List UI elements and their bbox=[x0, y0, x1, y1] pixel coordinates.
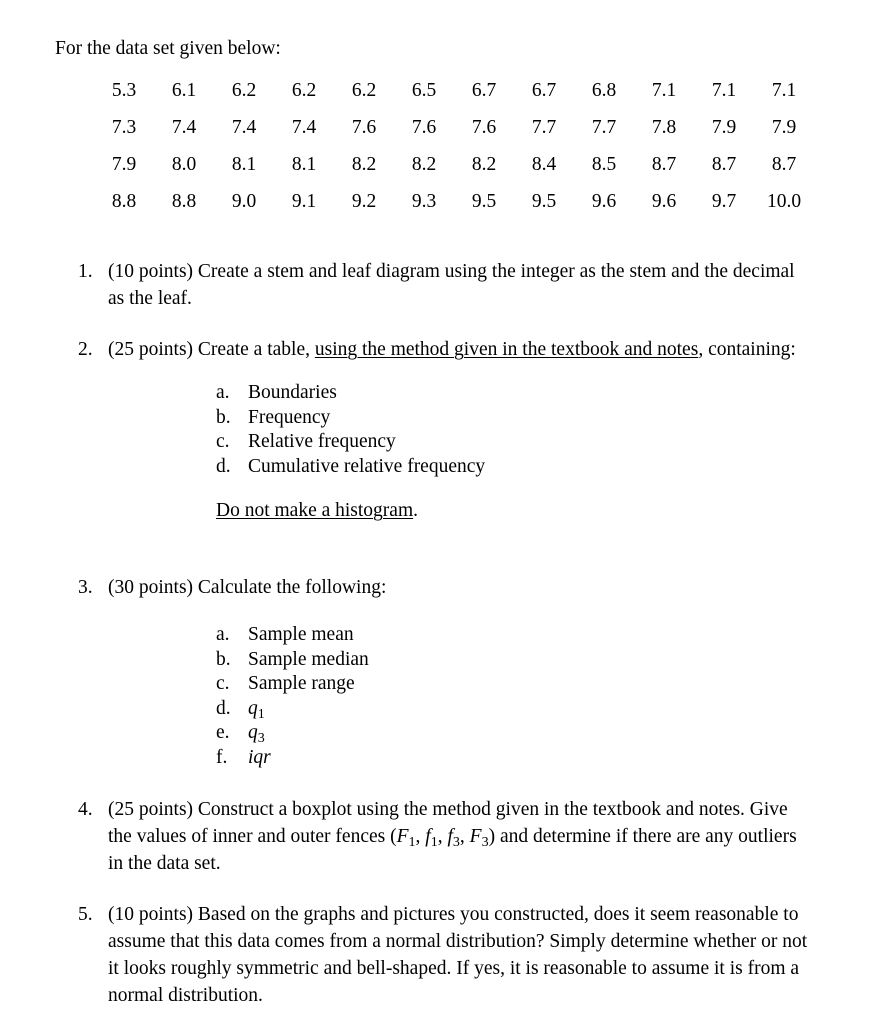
sub-item bbox=[108, 648, 810, 673]
question-item-1 bbox=[0, 258, 896, 312]
sub-item-label: Sample median bbox=[248, 648, 369, 670]
sub-item-label: Sample range bbox=[248, 673, 355, 694]
sub-item-letter: f. bbox=[216, 746, 228, 768]
data-cell: 8.7 bbox=[651, 153, 677, 175]
data-cell: 8.2 bbox=[351, 153, 377, 175]
question-text-before: (25 points) Create a table, bbox=[108, 339, 315, 360]
fence-separator: , bbox=[459, 826, 470, 847]
math-symbol-q1: q bbox=[248, 697, 258, 719]
question-text: (10 points) Based on the graphs and pictures you constructed, does it seem reasonable to assume that this data comes from a normal distribution? Simply determine whether or not it looks roughly symmetric and bell-shaped. If yes, it is reasonable to assume it is from a normal distribution. bbox=[108, 904, 808, 1006]
sub-item bbox=[108, 455, 810, 480]
no-histogram-note-period: . bbox=[413, 500, 418, 521]
question-text bbox=[108, 336, 810, 363]
math-symbol-F3: F bbox=[469, 826, 482, 847]
math-symbol-f3: f bbox=[447, 826, 453, 847]
question-number: 3. bbox=[78, 577, 93, 598]
question-number: 2. bbox=[78, 339, 93, 360]
data-set-table bbox=[94, 72, 814, 220]
question-text-part2: ) and determine if there are any outliers in the data set. bbox=[108, 826, 797, 874]
sub-list-2 bbox=[108, 381, 810, 479]
math-symbol-q3: q bbox=[248, 722, 258, 743]
sub-item-label-math bbox=[248, 747, 271, 768]
fence-separator: , bbox=[415, 826, 426, 847]
sub-item-letter: d. bbox=[216, 697, 231, 719]
table-row bbox=[94, 183, 814, 220]
question-text-underlined: using the method given in the textbook and notes bbox=[314, 339, 699, 360]
sub-item bbox=[108, 721, 810, 746]
sub-item-label: Frequency bbox=[248, 406, 331, 428]
data-cell: 8.7 bbox=[711, 153, 737, 175]
math-subscript: 1 bbox=[430, 833, 438, 850]
question-item-2 bbox=[0, 336, 896, 524]
data-cell: 7.6 bbox=[411, 116, 437, 138]
math-symbol-iqr: iqr bbox=[248, 746, 271, 768]
data-cell: 6.7 bbox=[471, 79, 497, 101]
data-cell: 7.4 bbox=[291, 116, 317, 138]
data-cell: 7.4 bbox=[231, 116, 257, 138]
intro-line: For the data set given below: bbox=[55, 38, 281, 59]
sub-item bbox=[108, 746, 810, 771]
math-symbol-F1: F bbox=[396, 826, 409, 847]
sub-item bbox=[108, 697, 810, 722]
data-cell: 6.7 bbox=[531, 79, 557, 101]
data-cell: 8.7 bbox=[771, 153, 797, 175]
math-symbol-f1: f bbox=[425, 826, 431, 847]
sub-item-label: Cumulative relative frequency bbox=[248, 455, 486, 477]
sub-item-letter: c. bbox=[216, 431, 230, 452]
data-cell: 9.5 bbox=[471, 190, 497, 212]
sub-item-label: Relative frequency bbox=[248, 431, 396, 452]
question-text-part1: (25 points) Construct a boxplot using the method given in the textbook and notes. Give the values of inner and outer fences ( bbox=[108, 799, 788, 847]
data-cell: 6.8 bbox=[591, 79, 617, 101]
data-cell: 9.5 bbox=[531, 190, 557, 212]
data-cell: 9.0 bbox=[231, 190, 257, 212]
sub-item-label: Sample mean bbox=[248, 624, 354, 645]
sub-item bbox=[108, 672, 810, 697]
data-cell: 10.0 bbox=[766, 190, 802, 212]
data-cell: 7.1 bbox=[711, 79, 737, 101]
question-text: (30 points) Calculate the following: bbox=[108, 577, 387, 598]
data-cell: 8.1 bbox=[291, 153, 317, 175]
data-cell: 6.2 bbox=[351, 79, 377, 101]
data-cell: 9.3 bbox=[411, 190, 437, 212]
data-cell: 8.5 bbox=[591, 153, 617, 175]
question-text: (10 points) Create a stem and leaf diagram using the integer as the stem and the decimal as the leaf. bbox=[108, 261, 795, 309]
question-item-4 bbox=[0, 796, 896, 877]
data-set-body bbox=[94, 72, 814, 220]
data-cell: 8.8 bbox=[111, 190, 137, 212]
data-cell: 7.8 bbox=[651, 116, 677, 138]
sub-item-label-math bbox=[248, 722, 265, 746]
section-spacer bbox=[0, 548, 896, 574]
sub-item-label-math bbox=[248, 697, 265, 722]
data-cell: 7.6 bbox=[351, 116, 377, 138]
data-cell: 7.1 bbox=[771, 79, 797, 101]
sub-item-letter: e. bbox=[216, 722, 230, 743]
sub-item-letter: b. bbox=[216, 648, 231, 670]
data-cell: 9.6 bbox=[591, 190, 617, 212]
sub-item bbox=[108, 381, 810, 406]
data-cell: 7.1 bbox=[651, 79, 677, 101]
sub-item-letter: a. bbox=[216, 382, 230, 403]
data-cell: 7.7 bbox=[531, 116, 557, 138]
data-cell: 9.1 bbox=[291, 190, 317, 212]
data-cell: 6.1 bbox=[171, 79, 197, 101]
data-cell: 8.0 bbox=[171, 153, 197, 175]
question-number: 5. bbox=[78, 904, 93, 925]
data-cell: 7.9 bbox=[711, 116, 737, 138]
question-item-3 bbox=[0, 574, 896, 770]
question-list bbox=[0, 258, 896, 1009]
math-subscript: 1 bbox=[408, 833, 416, 850]
sub-item-letter: a. bbox=[216, 624, 230, 645]
question-number: 1. bbox=[78, 261, 93, 282]
data-cell: 8.2 bbox=[411, 153, 437, 175]
sub-item-label: Boundaries bbox=[248, 382, 337, 403]
data-cell: 7.9 bbox=[111, 153, 137, 175]
question-text-after: , containing: bbox=[698, 339, 796, 360]
fence-symbols bbox=[396, 826, 489, 850]
data-cell: 6.2 bbox=[231, 79, 257, 101]
data-cell: 8.1 bbox=[231, 153, 257, 175]
sub-item bbox=[108, 623, 810, 648]
data-cell: 8.4 bbox=[531, 153, 557, 175]
no-histogram-note bbox=[108, 498, 810, 524]
data-cell: 7.3 bbox=[111, 116, 137, 138]
fence-separator: , bbox=[437, 826, 448, 847]
data-cell: 7.9 bbox=[771, 116, 797, 138]
data-cell: 9.7 bbox=[711, 190, 737, 212]
math-subscript: 1 bbox=[257, 705, 265, 722]
sub-item-letter: d. bbox=[216, 455, 231, 477]
math-subscript: 3 bbox=[452, 833, 460, 850]
math-subscript: 3 bbox=[481, 833, 489, 850]
question-item-5 bbox=[0, 901, 896, 1009]
data-cell: 9.6 bbox=[651, 190, 677, 212]
data-cell: 9.2 bbox=[351, 190, 377, 212]
data-cell: 6.5 bbox=[411, 79, 437, 101]
sub-item-letter: c. bbox=[216, 673, 230, 694]
data-cell: 8.8 bbox=[171, 190, 197, 212]
table-row bbox=[94, 72, 814, 109]
data-cell: 6.2 bbox=[291, 79, 317, 101]
sub-item bbox=[108, 430, 810, 455]
data-cell: 5.3 bbox=[111, 79, 137, 101]
sub-item bbox=[108, 406, 810, 431]
math-subscript: 3 bbox=[257, 729, 265, 746]
table-row bbox=[94, 146, 814, 183]
data-cell: 7.4 bbox=[171, 116, 197, 138]
data-cell: 8.2 bbox=[471, 153, 497, 175]
data-cell: 7.7 bbox=[591, 116, 617, 138]
question-text bbox=[108, 796, 810, 877]
sub-list-3 bbox=[108, 623, 810, 770]
data-cell: 7.6 bbox=[471, 116, 497, 138]
table-row bbox=[94, 109, 814, 146]
no-histogram-note-underlined: Do not make a histogram bbox=[216, 500, 414, 521]
sub-item-letter: b. bbox=[216, 406, 231, 428]
question-number: 4. bbox=[78, 799, 93, 820]
